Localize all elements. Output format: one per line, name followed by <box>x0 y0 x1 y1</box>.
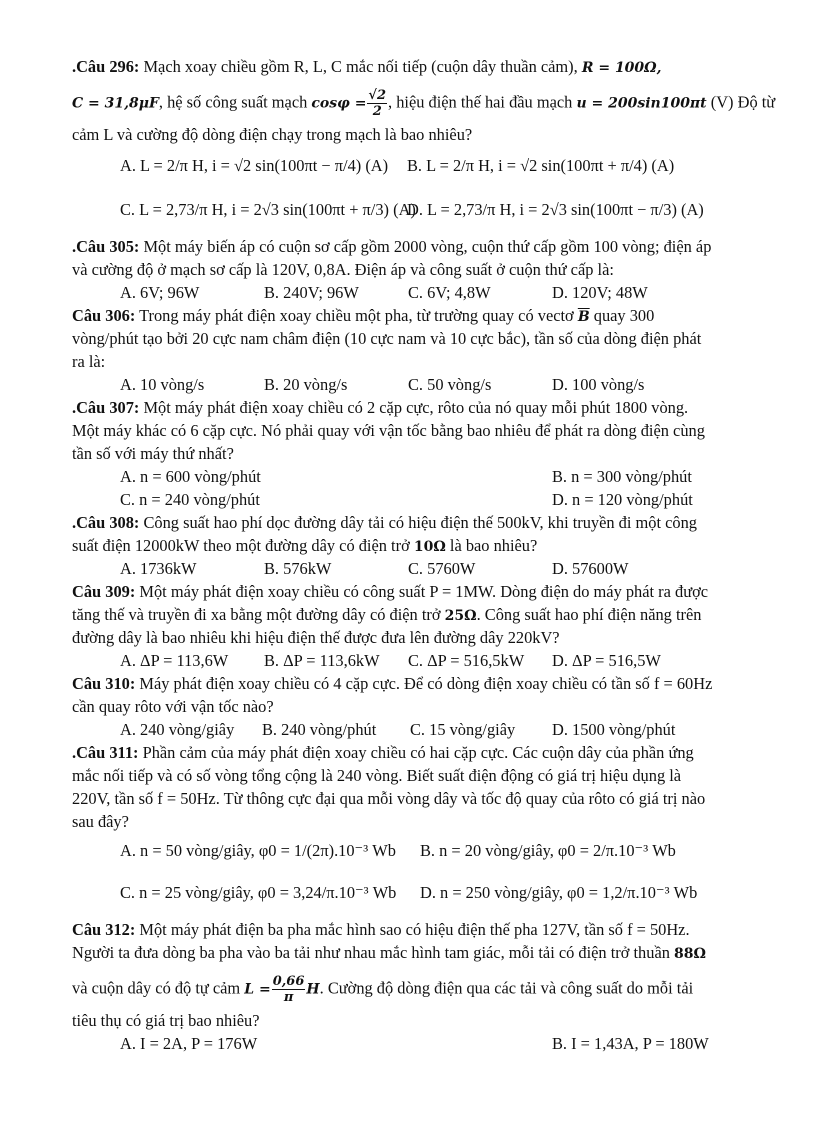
question-310-option-c[interactable]: C. 15 vòng/giây <box>410 720 516 739</box>
question-306-line-3: ra là: <box>72 352 106 371</box>
question-309-label: Câu 309: <box>72 582 136 601</box>
voltage-expression: u = 200sin100πt <box>576 95 707 112</box>
question-311-line-1: .Câu 311: Phần cảm của máy phát điện xoay chiều có hai cặp cực. Các cuộn dây của phần ứng <box>72 743 694 762</box>
question-296-line-1: .Câu 296: Mạch xoay chiều gồm R, L, C mắc nối tiếp (cuộn dây thuần cảm), R = 100Ω, <box>72 57 662 76</box>
question-311-line-4: sau đây? <box>72 812 129 831</box>
question-296-option-a[interactable]: A. L = 2/π H, i = √2 sin(100πt − π/4) (A) <box>120 156 389 175</box>
question-311-option-c[interactable]: C. n = 25 vòng/giây, φ0 = 3,24/π.10⁻³ Wb <box>120 883 397 902</box>
question-306-option-a[interactable]: A. 10 vòng/s <box>120 375 205 394</box>
power-factor-fraction: $\frac{√2}{2}$ <box>368 88 387 119</box>
question-310-option-a[interactable]: A. 240 vòng/giây <box>120 720 235 739</box>
question-308-option-b[interactable]: B. 576kW <box>264 559 332 578</box>
question-307-option-d[interactable]: D. n = 120 vòng/phút <box>552 490 693 509</box>
question-306-line-2: vòng/phút tạo bởi 20 cực nam châm điện (10 cực nam và 10 cực bắc), tần số của dòng điện phát <box>72 329 702 348</box>
question-312-line-1: Câu 312: Một máy phát điện ba pha mắc hình sao có hiệu điện thế pha 127V, tần số f = 50Hz. <box>72 920 690 939</box>
capacitance-value: C = 31,8μF <box>72 95 159 112</box>
question-306-option-d[interactable]: D. 100 vòng/s <box>552 375 645 394</box>
question-310-line-1: Câu 310: Máy phát điện xoay chiều có 4 cặp cực. Để có dòng điện xoay chiều có tần số f = 60Hz <box>72 674 713 693</box>
question-307-label: .Câu 307: <box>72 398 140 417</box>
question-312-line-4: tiêu thụ có giá trị bao nhiêu? <box>72 1011 260 1030</box>
question-312-line-3: và cuộn dây có độ tự cảm L = $\frac{0,66}{\pi}$ H. Cường độ dòng điện qua các tải và công suất do mỗi tải <box>72 974 694 1005</box>
question-296-option-c[interactable]: C. L = 2,73/π H, i = 2√3 sin(100πt + π/3) (A) <box>120 200 416 219</box>
question-296-option-d[interactable]: D. L = 2,73/π H, i = 2√3 sin(100πt − π/3) (A) <box>407 200 704 219</box>
question-309-option-c[interactable]: C. ΔP = 516,5kW <box>408 651 525 670</box>
question-311-option-d[interactable]: D. n = 250 vòng/giây, φ0 = 1,2/π.10⁻³ Wb <box>420 883 698 902</box>
question-296-line-2: C = 31,8μF, hệ số công suất mạch cosφ = $\frac{√2}{2}$ , hiệu điện thế hai đầu mạch u = 200sin100πt (V) Độ từ <box>72 88 776 119</box>
question-310-line-2: cần quay rôto với vận tốc nào? <box>72 697 274 716</box>
question-307-line-2: Một máy khác có 6 cặp cực. Nó phải quay với vận tốc bằng bao nhiêu để phát ra dòng điện cùng <box>72 421 705 440</box>
question-307-option-c[interactable]: C. n = 240 vòng/phút <box>120 490 260 509</box>
question-311-label: .Câu 311: <box>72 743 139 762</box>
question-309-option-a[interactable]: A. ΔP = 113,6W <box>120 651 229 670</box>
question-308-line-1: .Câu 308: Công suất hao phí dọc đường dây tải có hiệu điện thế 500kV, khi truyền đi một công <box>72 513 697 532</box>
question-306-line-1: Câu 306: Trong máy phát điện xoay chiều một pha, từ trường quay có vectơ $\overline{B}$ quay 300 <box>72 306 655 325</box>
question-308-option-c[interactable]: C. 5760W <box>408 559 476 578</box>
question-306-label: Câu 306: <box>72 306 136 325</box>
question-309-option-b[interactable]: B. ΔP = 113,6kW <box>264 651 380 670</box>
question-311-option-b[interactable]: B. n = 20 vòng/giây, φ0 = 2/π.10⁻³ Wb <box>420 841 676 860</box>
question-311-line-2: mắc nối tiếp và có số vòng tổng cộng là 240 vòng. Biết suất điện động có giá trị hiệu dụng là <box>72 766 682 785</box>
question-312-line-2: Người ta đưa dòng ba pha vào ba tải như nhau mắc hình tam giác, mỗi tải có điện trở thuần 88Ω <box>72 943 706 962</box>
question-305-line-1: .Câu 305: Một máy biến áp có cuộn sơ cấp gồm 2000 vòng, cuộn thứ cấp gồm 100 vòng; điện áp <box>72 237 712 256</box>
question-308-option-a[interactable]: A. 1736kW <box>120 559 197 578</box>
question-296-option-b[interactable]: B. L = 2/π H, i = √2 sin(100πt + π/4) (A) <box>407 156 675 175</box>
question-296-line-3: cảm L và cường độ dòng điện chạy trong mạch là bao nhiêu? <box>72 125 473 144</box>
question-310-option-d[interactable]: D. 1500 vòng/phút <box>552 720 676 739</box>
question-305-option-a[interactable]: A. 6V; 96W <box>120 283 200 302</box>
question-309-line-3: đường dây là bao nhiêu khi hiệu điện thế được đưa lên đường dây 220kV? <box>72 628 560 647</box>
resistance-value: R = 100Ω, <box>581 60 662 76</box>
question-307-line-1: .Câu 307: Một máy phát điện xoay chiều có 2 cặp cực, rôto của nó quay mỗi phút 1800 vòng. <box>72 398 689 417</box>
question-305-option-b[interactable]: B. 240V; 96W <box>264 283 359 302</box>
question-306-option-c[interactable]: C. 50 vòng/s <box>408 375 492 394</box>
question-305-option-d[interactable]: D. 120V; 48W <box>552 283 648 302</box>
question-305-option-c[interactable]: C. 6V; 4,8W <box>408 283 491 302</box>
question-312-label: Câu 312: <box>72 920 136 939</box>
question-306-option-b[interactable]: B. 20 vòng/s <box>264 375 348 394</box>
inductance-fraction: $\frac{0,66}{\pi}$ <box>272 974 305 1005</box>
question-307-option-b[interactable]: B. n = 300 vòng/phút <box>552 467 692 486</box>
question-308-label: .Câu 308: <box>72 513 140 532</box>
vector-b: $\overline{B}$ <box>577 309 590 325</box>
question-308-option-d[interactable]: D. 57600W <box>552 559 629 578</box>
question-311-line-3: 220V, tần số f = 50Hz. Từ thông cực đại qua mỗi vòng dây và tốc độ quay của rôto có giá trị nào <box>72 789 706 808</box>
question-296-label: .Câu 296: <box>72 57 140 76</box>
question-310-option-b[interactable]: B. 240 vòng/phút <box>262 720 377 739</box>
question-309-option-d[interactable]: D. ΔP = 516,5W <box>552 651 661 670</box>
question-311-option-a[interactable]: A. n = 50 vòng/giây, φ0 = 1/(2π).10⁻³ Wb <box>120 841 396 860</box>
question-305-line-2: và cường độ ở mạch sơ cấp là 120V, 0,8A. Điện áp và công suất ở cuộn thứ cấp là: <box>72 260 614 279</box>
question-312-option-b[interactable]: B. I = 1,43A, P = 180W <box>552 1034 709 1053</box>
question-305-label: .Câu 305: <box>72 237 140 256</box>
question-310-label: Câu 310: <box>72 674 136 693</box>
question-312-option-a[interactable]: A. I = 2A, P = 176W <box>120 1034 258 1053</box>
question-309-line-2: tăng thế và truyền đi xa bằng một đường dây có điện trở 25Ω. Công suất hao phí điện năng trên <box>72 605 702 624</box>
question-309-line-1: Câu 309: Một máy phát điện xoay chiều có công suất P = 1MW. Dòng điện do máy phát ra được <box>72 582 709 601</box>
question-307-line-3: tần số với máy thứ nhất? <box>72 444 234 463</box>
question-307-option-a[interactable]: A. n = 600 vòng/phút <box>120 467 261 486</box>
question-308-line-2: suất điện 12000kW theo một đường dây có điện trở 10Ω là bao nhiêu? <box>72 536 538 555</box>
